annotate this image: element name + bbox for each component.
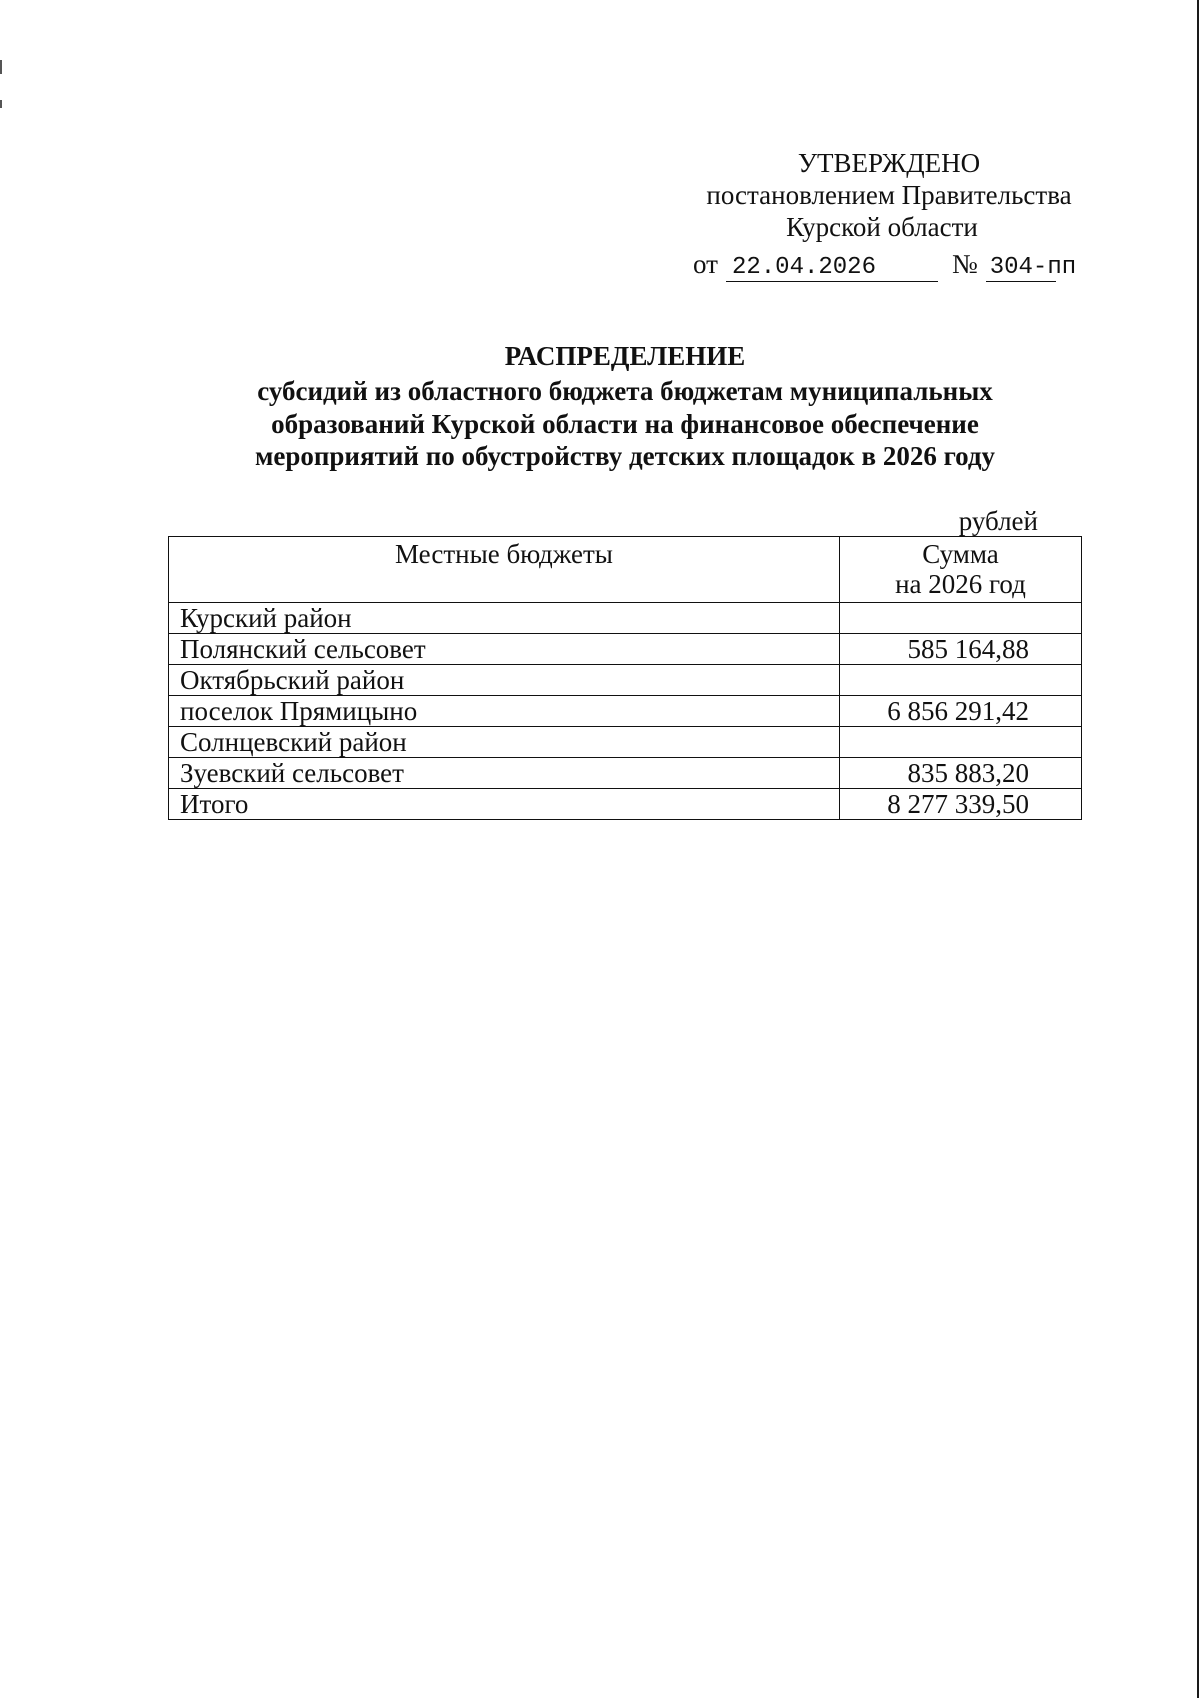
document-subtitle [150,375,1100,473]
row-name: Зуевский сельсовет [169,758,840,789]
table-header-row [169,537,1082,603]
row-sum: 6 856 291,42 [840,696,1082,727]
approval-line-1: постановлением Правительства [706,180,1072,210]
number-sign: № [951,249,978,279]
table-total-row [169,789,1082,820]
approval-date-line [693,248,1083,282]
row-name: поселок Прямицыно [169,696,840,727]
table-row [169,758,1082,789]
table-row [169,603,1082,634]
row-sum [840,727,1082,758]
document-title: РАСПРЕДЕЛЕНИЕ [504,341,746,371]
row-sum [840,665,1082,696]
header-sum-line-1: Сумма [922,539,999,569]
page-edge-line [1197,0,1199,1698]
row-sum [840,603,1082,634]
subtitle-line: мероприятий по обустройству детских площадок в 2026 году [254,441,996,471]
subtitle-line: образований Курской области на финансовое обеспечение [271,408,979,439]
row-sum: 835 883,20 [840,758,1082,789]
row-name: Солнцевский район [169,727,840,758]
approval-block [660,147,1080,243]
row-name: Полянский сельсовет [169,634,840,665]
table-row [169,727,1082,758]
approval-date: 22.04.2026 [726,255,938,282]
date-prefix: от [693,249,718,279]
scan-mark [0,100,2,108]
distribution-table [168,536,1082,820]
scan-mark [0,60,2,74]
table-row [169,634,1082,665]
subtitle-line: субсидий из областного бюджета бюджетам муниципальных [257,376,993,406]
approval-line-2: Курской области [786,212,978,242]
table-row [169,696,1082,727]
approval-number: 304-пп [986,255,1056,282]
units-label: рублей [958,506,1038,536]
total-label: Итого [169,789,840,820]
table-row [169,665,1082,696]
row-name: Октябрьский район [169,665,840,696]
header-local-budgets: Местные бюджеты [169,537,840,603]
row-name: Курский район [169,603,840,634]
header-sum [840,537,1082,603]
row-sum: 585 164,88 [840,634,1082,665]
header-sum-line-2: на 2026 год [895,569,1026,599]
total-sum: 8 277 339,50 [840,789,1082,820]
approval-title: УТВЕРЖДЕНО [797,148,981,178]
